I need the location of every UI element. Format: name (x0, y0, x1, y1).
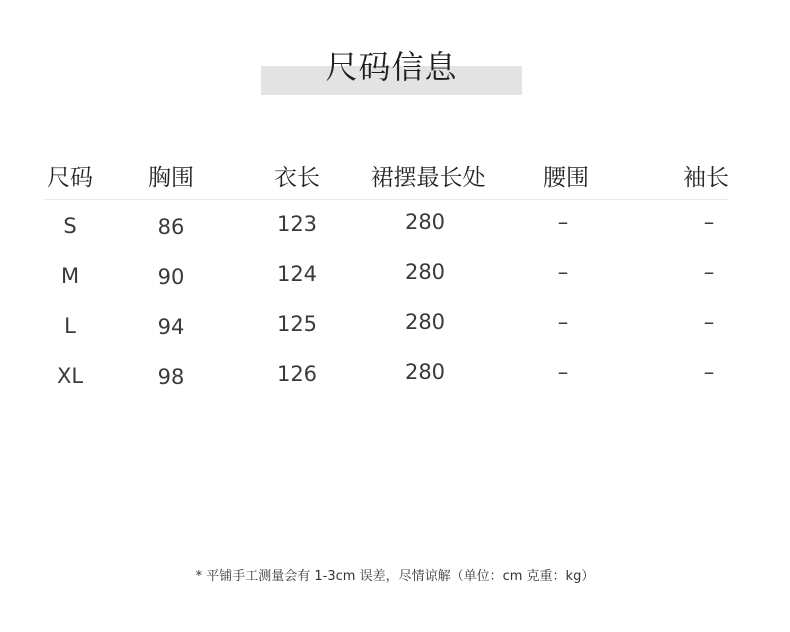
cell-waist: – (557, 310, 569, 334)
cell-sleeve: – (703, 310, 715, 334)
cell-size: XL (56, 364, 84, 388)
header-size: 尺码 (47, 165, 93, 191)
cell-hem: 280 (404, 210, 446, 234)
cell-waist: – (557, 260, 569, 284)
cell-chest: 94 (157, 315, 185, 339)
header-chest: 胸围 (148, 165, 194, 191)
header-sleeve: 袖长 (683, 165, 729, 191)
cell-hem: 280 (404, 360, 446, 384)
header-hem: 裙摆最长处 (370, 165, 486, 191)
cell-chest: 90 (157, 265, 185, 289)
cell-size: L (64, 314, 76, 338)
measurement-note: * 平铺手工测量会有 1-3cm 误差，尽情谅解（单位：cm 克重：kg） (195, 569, 595, 584)
cell-waist: – (557, 360, 569, 384)
cell-sleeve: – (703, 260, 715, 284)
cell-length: 126 (276, 362, 318, 386)
header-waist: 腰围 (543, 165, 589, 191)
cell-hem: 280 (404, 260, 446, 284)
cell-length: 125 (276, 312, 318, 336)
cell-size: M (60, 264, 80, 288)
cell-chest: 86 (157, 215, 185, 239)
cell-hem: 280 (404, 310, 446, 334)
cell-length: 124 (276, 262, 318, 286)
header-divider (44, 199, 728, 200)
cell-chest: 98 (157, 365, 185, 389)
cell-length: 123 (276, 212, 318, 236)
page-title: 尺码信息 (325, 48, 458, 86)
cell-size: S (63, 214, 77, 238)
cell-sleeve: – (703, 210, 715, 234)
cell-waist: – (557, 210, 569, 234)
cell-sleeve: – (703, 360, 715, 384)
header-length: 衣长 (274, 165, 320, 191)
